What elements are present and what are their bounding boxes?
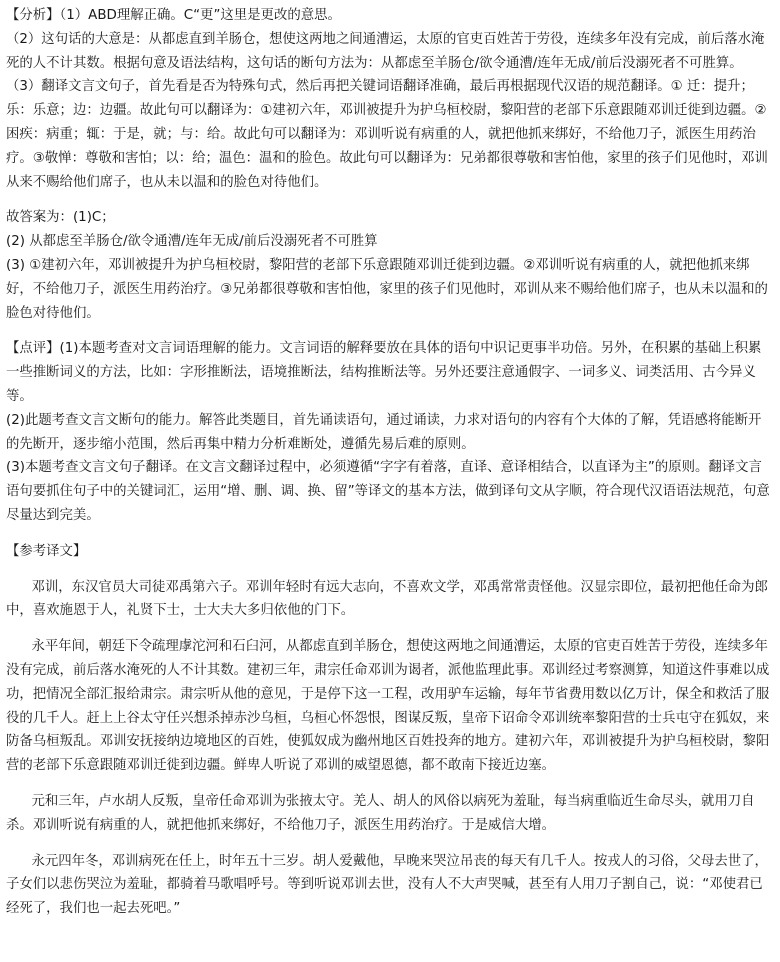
spacer <box>6 194 774 206</box>
comment-line-2: (2)此题考查文言文断句的能力。解答此类题目，首先诵读语句，通过诵读，力求对语句的内容有个大体的了解，凭语感将能断开的先断开，逐步缩小范围，然后再集中精力分析难断处，遵循先易后难的原则。 <box>6 412 762 452</box>
analysis-line-3: （3）翻译文言文句子，首先看是否为特殊句式，然后再把关键词语翻译准确，最后再根据现代汉语的规范翻译。① 迁：提升；乐：乐意；边：边疆。故此句可以翻译为：①建初六年，邓训被提升为护乌桓校尉，黎阳营的老部下乐意跟随邓训迁徙到边疆。②困疾：病重；辄：于是，就；与：给。故此句可以翻译为：邓训听说有病重的人，就把他抓来绑好，不给他刀子，派医生用药治疗。③敬惮：尊敬和害怕；以：给；温色：温和的脸色。故此句可以翻译为：兄弟都很尊敬和害怕他，家里的孩子们见他时，邓训从来不赐给他们席子，也从未以温和的脸色对待他们。 <box>6 79 768 190</box>
spacer <box>6 838 774 850</box>
translation-paragraph-4: 永元四年冬，邓训病死在任上，时年五十三岁。胡人爱戴他，早晚来哭泣吊丧的每天有几千人。按戎人的习俗，父母去世了，子女们以悲伤哭泣为羞耻，都骑着马歌唱呼号。等到听说邓训去世，没有人不大声哭喊，甚至有人用刀子割自己，说：“邓使君已经死了，我们也一起去死吧。” <box>6 853 768 917</box>
answer-section <box>6 206 774 325</box>
answer-line-1: 故答案为：(1)C； <box>6 210 115 226</box>
analysis-line-2: （2）这句话的大意是：从都虑直到羊肠仓，想使这两地之间通漕运，太原的官吏百姓苦于劳役，连续多年没有完成，前后落水淹死的人不计其数。根据句意及语法结构，这句话的断句方法为：从都虑至羊肠仓/欲令通漕/连年无成/前后没溺死者不可胜算。 <box>6 31 765 71</box>
translation-paragraph-3: 元和三年，卢水胡人反叛，皇帝任命邓训为张掖太守。羌人、胡人的风俗以病死为羞耻，每当病重临近生命尽头，就用刀自杀。邓训听说有病重的人，就把他抓来绑好，不给他刀子，派医生用药治疗。于是威信大增。 <box>6 793 755 833</box>
translation-section <box>6 540 774 921</box>
comment-line-1: 【点评】(1)本题考查对文言词语理解的能力。文言词语的解释要放在具体的语句中识记更事半功倍。另外，在积累的基础上积累一些推断词义的方法，比如：字形推断法，语境推断法，结构推断法等。另外还要注意通假字、一词多义、词类活用、古今异义等。 <box>6 341 762 404</box>
translation-paragraph-2: 永平年间，朝廷下令疏理虖沱河和石臼河，从都虑直到羊肠仓，想使这两地之间通漕运，太原的官吏百姓苦于劳役，连续多年没有完成，前后落水淹死的人不计其数。建初三年，肃宗任命邓训为谒者，派他监理此事。邓训经过考察测算，知道这件事难以成功，把情况全部汇报给肃宗。肃宗听从他的意见，于是停下这一工程，改用驴车运输，每年节省费用数以亿万计，保全和救活了服役的几千人。赶上上谷太守任兴想杀掉赤沙乌桓，乌桓心怀怨恨，图谋反叛，皇帝下诏命令邓训统率黎阳营的士兵屯守在狐奴，来防备乌桓叛乱。邓训安抚接纳边境地区的百姓，使狐奴成为幽州地区百姓投奔的地方。建初六年，邓训被提升为护乌桓校尉，黎阳营的老部下乐意跟随邓训迁徙到边疆。鲜卑人听说了邓训的威望恩德，都不敢南下接近边塞。 <box>6 639 770 774</box>
spacer <box>6 778 774 790</box>
spacer <box>6 325 774 337</box>
answer-line-2: (2) 从都虑至羊肠仓/欲令通漕/连年无成/前后没溺死者不可胜算 <box>6 234 378 250</box>
spacer <box>6 528 774 540</box>
translation-heading: 【参考译文】 <box>6 543 87 559</box>
translation-paragraph-1: 邓训，东汉官员大司徒邓禹第六子。邓训年轻时有远大志向，不喜欢文学，邓禹常常责怪他。汉显宗即位，最初把他任命为郎中，喜欢施恩于人，礼贤下士，士大夫大多归依他的门下。 <box>6 579 768 619</box>
comment-line-3: (3)本题考查文言文句子翻译。在文言文翻译过程中，必须遵循“字字有着落，直译、意译相结合，以直译为主”的原则。翻译文言语句要抓住句子中的关键词汇，运用“增、删、调、换、留”等译文的基本方法，做到译句文从字顺，符合现代汉语语法规范，句意尽量达到完美。 <box>6 460 770 523</box>
comment-section <box>6 337 774 527</box>
analysis-section <box>6 4 774 194</box>
analysis-line-1: 【分析】（1）ABD理解正确。C“更”这里是更改的意思。 <box>6 8 341 23</box>
spacer <box>6 623 774 635</box>
spacer <box>6 564 774 576</box>
answer-line-3: (3) ①建初六年，邓训被提升为护乌桓校尉，黎阳营的老部下乐意跟随邓训迁徙到边疆。②邓训听说有病重的人，就把他抓来绑好，不给他刀子，派医生用药治疗。③兄弟都很尊敬和害怕他，家里的孩子们见他时，邓训从来不赐给他们席子，也从未以温和的脸色对待他们。 <box>6 257 768 321</box>
